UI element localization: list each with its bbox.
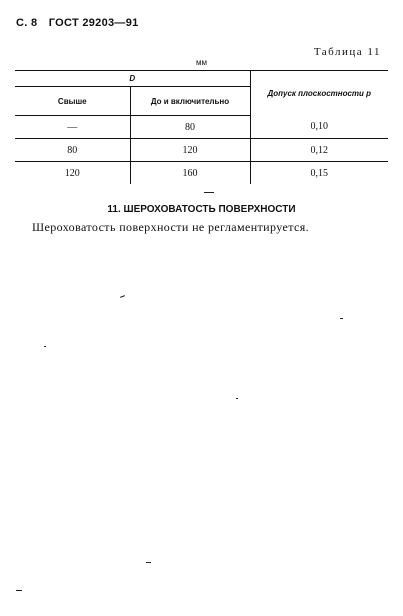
upto-cell: 160 <box>130 162 250 185</box>
scan-speck <box>340 318 343 319</box>
upto-column-header: До и включительно <box>130 87 250 116</box>
scan-speck <box>146 562 151 563</box>
tolerance-table <box>15 70 388 184</box>
table-row <box>15 162 388 185</box>
upto-cell: 120 <box>130 139 250 162</box>
scan-speck <box>120 295 125 298</box>
page-header <box>16 17 147 29</box>
scan-speck <box>44 346 46 347</box>
scan-speck <box>236 398 238 399</box>
standard-designation: ГОСТ 29203—91 <box>48 17 139 29</box>
over-cell: 80 <box>15 139 130 162</box>
table-caption: Таблица 11 <box>313 46 381 58</box>
tolerance-cell: 0,12 <box>250 139 388 162</box>
over-cell: — <box>15 116 130 139</box>
scan-speck <box>204 192 214 193</box>
tolerance-column-header: Допуск плоскостности p <box>250 71 388 116</box>
upto-cell: 80 <box>130 116 250 139</box>
table-row <box>15 116 388 139</box>
over-column-header: Свыше <box>15 87 130 116</box>
section-paragraph: Шероховатость поверхности не регламентируется. <box>32 220 310 234</box>
diameter-group-header: D <box>15 71 250 87</box>
scan-speck <box>16 590 22 591</box>
tolerance-cell: 0,10 <box>250 116 388 139</box>
table-units: мм <box>196 58 207 67</box>
over-cell: 120 <box>64 167 80 179</box>
tolerance-cell: 0,15 <box>250 162 388 185</box>
page-number: С. 8 <box>16 17 38 29</box>
table-row <box>15 139 388 162</box>
section-heading: 11. ШЕРОХОВАТОСТЬ ПОВЕРХНОСТИ <box>107 204 296 215</box>
